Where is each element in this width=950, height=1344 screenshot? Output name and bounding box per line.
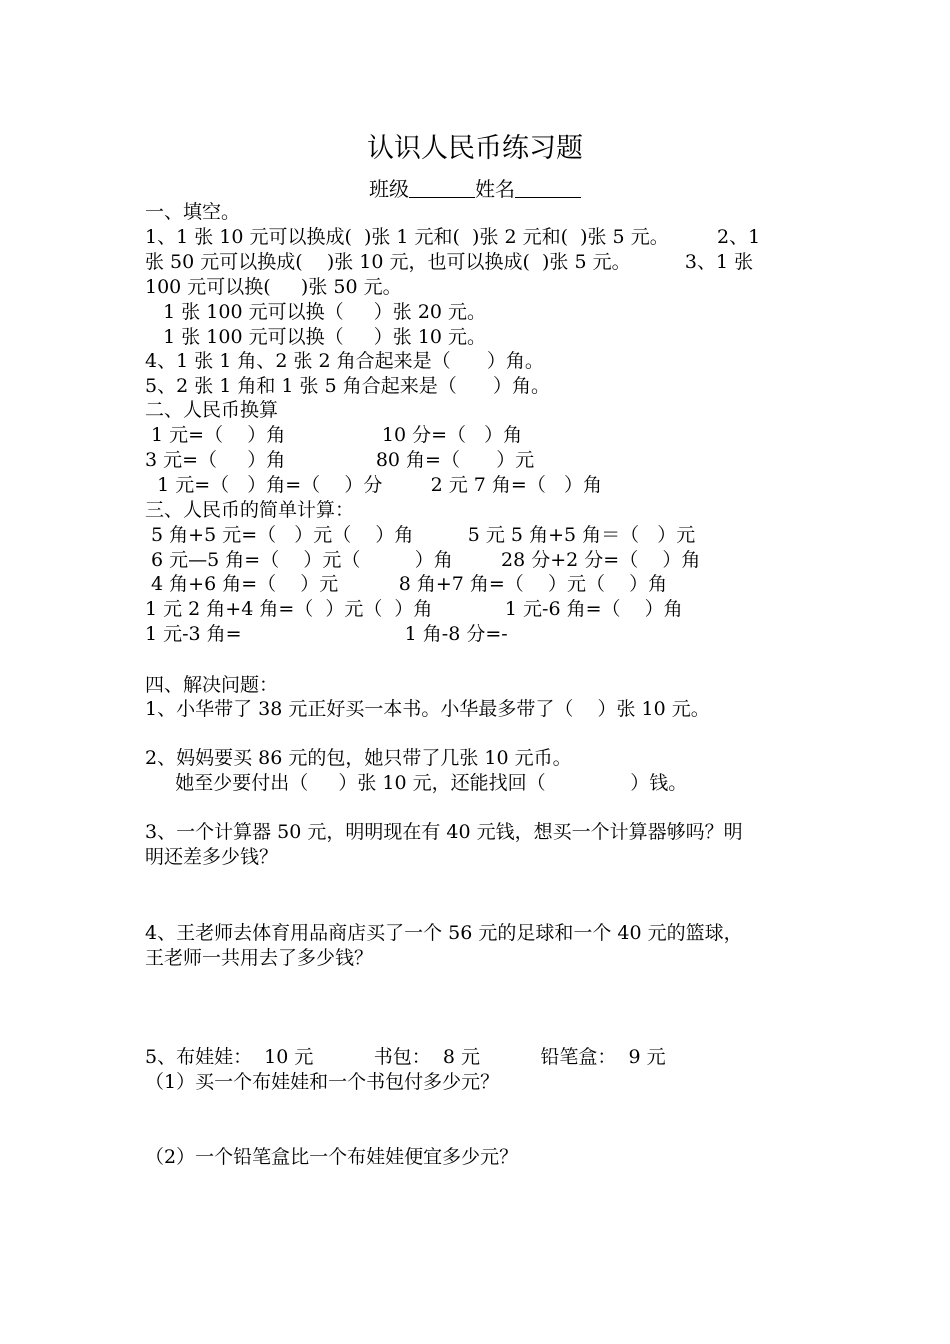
section1-line: 100 元可以换( )张 50 元。 <box>145 276 402 298</box>
section3-line: 4 角+6 角=（ ）元 8 角+7 角=（ ）元（ ）角 <box>145 573 668 595</box>
section2-heading: 二、人民币换算 <box>145 399 279 421</box>
question-2-line1: 2、妈妈要买 86 元的包，她只带了几张 10 元币。 <box>145 747 572 769</box>
section1-line: 5、2 张 1 角和 1 张 5 角合起来是（ ）角。 <box>145 375 550 397</box>
section1-line: 1 张 100 元可以换（ ）张 20 元。 <box>145 301 487 323</box>
section2-line: 1 元=（ ）角 10 分=（ ）角 <box>145 424 523 446</box>
question-2-line2: 她至少要付出（ ）张 10 元，还能找回（ ）钱。 <box>145 772 688 794</box>
section1-heading: 一、填空。 <box>145 201 241 223</box>
section1-line: 4、1 张 1 角、2 张 2 角合起来是（ ）角。 <box>145 350 544 372</box>
question-1: 1、小华带了 38 元正好买一本书。小华最多带了（ ）张 10 元。 <box>145 698 710 720</box>
name-blank <box>515 177 581 198</box>
section1-line: 1 张 100 元可以换（ ）张 10 元。 <box>145 326 487 348</box>
section3-line: 6 元—5 角=（ ）元（ ）角 28 分+2 分=（ ）角 <box>145 549 701 571</box>
question-5-sub1: （1）买一个布娃娃和一个书包付多少元？ <box>145 1071 500 1093</box>
class-name-line <box>0 176 950 202</box>
section4-heading: 四、解决问题： <box>145 674 279 696</box>
section3-line: 1 元-3 角= 1 角-8 分=- <box>145 623 508 645</box>
question-4-line2: 王老师一共用去了多少钱？ <box>145 947 374 969</box>
section3-line: 1 元 2 角+4 角=（ ）元（ ）角 1 元-6 角=（ ）角 <box>145 598 683 620</box>
page-title: 认识人民币练习题 <box>367 133 583 164</box>
question-4-line1: 4、王老师去体育用品商店买了一个 56 元的足球和一个 40 元的篮球， <box>145 922 743 944</box>
class-label: 班级 <box>369 177 409 201</box>
section1-line: 张 50 元可以换成( )张 10 元，也可以换成( )张 5 元。 3、1 张 <box>145 251 754 273</box>
section1-line: 1、1 张 10 元可以换成( )张 1 元和( )张 2 元和( )张 5 元。 2、1 <box>145 226 761 248</box>
question-5-sub2: （2）一个铅笔盒比一个布娃娃便宜多少元？ <box>145 1146 519 1168</box>
section2-line: 1 元=（ ）角=（ ）分 2 元 7 角=（ ）角 <box>145 474 602 496</box>
question-3-line1: 3、一个计算器 50 元，明明现在有 40 元钱，想买一个计算器够吗？明 <box>145 821 743 843</box>
question-3-line2: 明还差多少钱？ <box>145 846 279 868</box>
class-blank <box>409 177 475 198</box>
section2-line: 3 元=（ ）角 80 角=（ ）元 <box>145 449 535 471</box>
section3-line: 5 角+5 元=（ ）元（ ）角 5 元 5 角+5 角＝（ ）元 <box>145 524 696 546</box>
question-5-prices: 5、布娃娃： 10 元 书包： 8 元 铅笔盒： 9 元 <box>145 1046 666 1068</box>
name-label: 姓名 <box>475 177 515 201</box>
section3-heading: 三、人民币的简单计算： <box>145 499 355 521</box>
